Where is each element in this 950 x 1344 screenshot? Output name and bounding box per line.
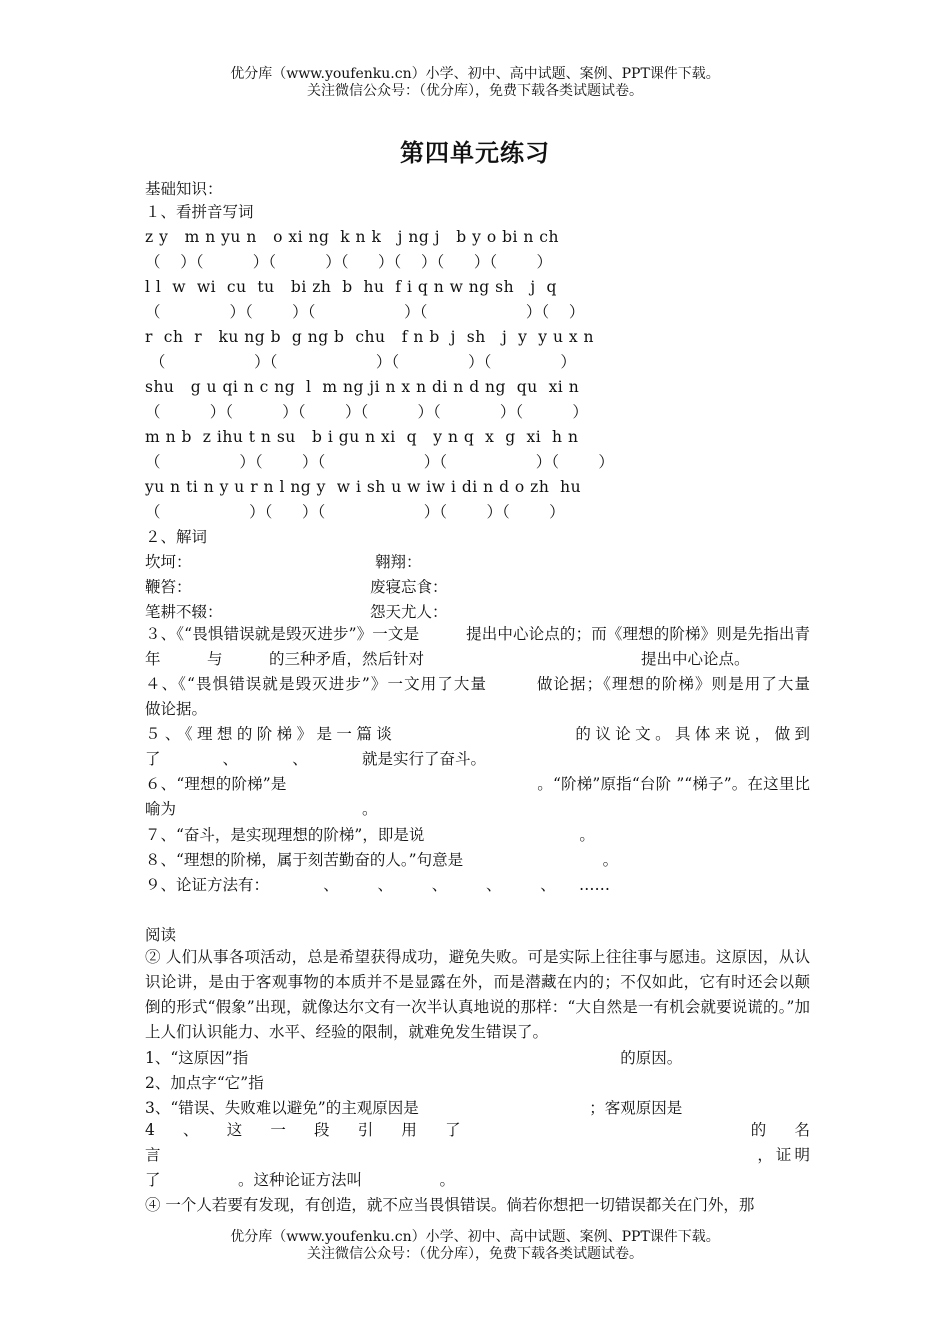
reading-question-2: 2、加点字“它”指: [145, 1074, 264, 1092]
page-title: 第四单元练习: [400, 138, 550, 167]
blank-row-4: （ ）（ ）（ ）（ ）（ ）（ ）: [145, 403, 588, 421]
question-9: ９、论证方法有： 、 、 、 、 、 ……: [145, 876, 611, 894]
footer-line-2: 关注微信公众号：（优分库），免费下载各类试题试卷。: [307, 1246, 643, 1262]
blank-row-3: （ ）（ ）（ ）（ ）: [145, 353, 576, 371]
term-5: 笔耕不辍：: [145, 603, 223, 621]
term-6: 怨天尤人：: [370, 603, 448, 621]
blank-row-1: （ ）（ ）（ ）（ ）（ ）（ ）（ ）: [145, 253, 552, 271]
header-line-1: 优分库（www.youfenku.cn）小学、初中、高中试题、案例、PPT课件下载。: [230, 66, 720, 82]
pinyin-row-6: yu n ti n y u r n l ng y w i sh u w iw i di n d o zh hu: [145, 478, 582, 496]
footer-line-1: 优分库（www.youfenku.cn）小学、初中、高中试题、案例、PPT课件下载。: [230, 1229, 720, 1245]
page-footer: [0, 1229, 950, 1263]
question-7: ７、“奋斗，是实现理想的阶梯”，即是说 。: [145, 826, 595, 844]
term-1: 坎坷：: [145, 553, 192, 571]
question-3: ３、《“畏惧错误就是毁灭进步”》一文是 提出中心论点的；而《理想的阶梯》则是先指出青年 与 的三种矛盾，然后针对 提出中心论点。: [145, 625, 810, 668]
passage-4: ④ 一个人若要有发现，有创造，就不应当畏惧错误。倘若你想把一切错误都关在门外，那: [145, 1196, 755, 1214]
question-6: ６、“理想的阶梯”是 。“阶梯”原指“台阶 ”“梯子”。在这里比喻为 。: [145, 775, 810, 818]
blank-row-2: （ ）（ ）（ ）（ ）（ ）: [145, 303, 585, 321]
blank-row-5: （ ）（ ）（ ）（ ）（ ）: [145, 453, 614, 471]
section-reading-heading: 阅读: [145, 926, 177, 944]
term-4: 废寝忘食：: [370, 578, 448, 596]
blank-row-6: （ ）（ ）（ ）（ ）（ ）: [145, 503, 565, 521]
pinyin-row-1: z y m n yu n o xi ng k n k j ng j b y o bi n ch: [145, 228, 559, 246]
page-header: [0, 66, 950, 100]
q1-label: １、看拼音写词: [145, 203, 254, 221]
passage-2: ② 人们从事各项活动，总是希望获得成功，避免失败。可是实际上往往事与愿违。这原因，从认识论讲，是由于客观事物的本质并不是显露在外，而是潜藏在内的；不仅如此，它有时还会以颠倒的形式“假象”出现，就像达尔文有一次半认真地说的那样：“大自然是一有机会就要说谎的。”加上人们认识能力、水平、经验的限制，就难免发生错误了。: [145, 948, 810, 1041]
question-5: ５、《理想的阶梯》是一篇谈 的议论文。具体来说，做到了 、 、 就是实行了奋斗。: [145, 725, 810, 768]
pinyin-row-3: r ch r ku ng b g ng b chu f n b j sh j y y u x n: [145, 328, 595, 346]
term-2: 翱翔：: [375, 553, 422, 571]
reading-question-1: 1、“这原因”指 的原因。: [145, 1049, 683, 1067]
reading-question-4: 4、这一段引用了 的名言 ，证明了 。这种论证方法叫 。: [145, 1121, 810, 1189]
header-line-2: 关注微信公众号：（优分库），免费下载各类试题试卷。: [307, 83, 643, 99]
question-4: ４、《“畏惧错误就是毁灭进步”》一文用了大量 做论据；《理想的阶梯》则是用了大量 做论据。: [145, 675, 857, 718]
question-8: ８、“理想的阶梯，属于刻苦勤奋的人。”句意是 。: [145, 851, 619, 869]
reading-question-3: 3、“错误、失败难以避免”的主观原因是 ；客观原因是: [145, 1099, 683, 1117]
term-3: 鞭笞：: [145, 578, 192, 596]
pinyin-row-5: m n b z ihu t n su b i gu n xi q y n q x g xi h n: [145, 428, 579, 446]
section-basic-heading: 基础知识：: [145, 180, 223, 198]
pinyin-row-2: l l w wi cu tu bi zh b hu f i q n w ng sh j q: [145, 278, 557, 296]
q2-label: ２、解词: [145, 528, 208, 546]
pinyin-row-4: shu g u qi n c ng l m ng ji n x n di n d ng qu xi n: [145, 378, 580, 396]
